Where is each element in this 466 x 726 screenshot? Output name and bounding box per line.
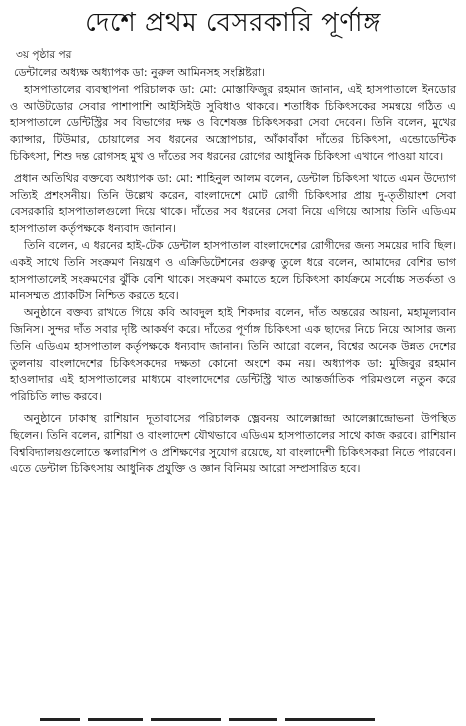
- paragraph-5: অনুষ্ঠানে বক্তব্য রাখতে গিয়ে কবি আবদুল হাই শিকদার বলেন, দাঁত অন্তরের আয়না, মহামূল্যবান জিনিস। সুন্দর দাঁত সবার দৃষ্টি আকর্ষণ করে। দাঁতের পূর্ণাঙ্গ চিকিৎসা এক ছাদের নিচে নিয়ে আসার জন্য তিনি এডিএম হাসপাতাল কর্তৃপক্ষকে ধন্যবাদ জানান। তিনি আরো বলেন, বিশ্বের অনেক উন্নত দেশের তুলনায় বাংলাদেশের চিকিৎসকদের দক্ষতা কোনো অংশে কম নয়। অধ্যাপক ডা: মুজিবুর রহমান হাওলাদার এই হাসপাতালের মাধ্যমে বাংলাদেশের ডেন্টিস্ট্রি খাত আন্তর্জাতিক পরিমণ্ডলে নতুন করে পরিচিতি লাভ করবে।: [10, 306, 456, 404]
- cropped-next-headline-fragment: [40, 718, 430, 726]
- paragraph-3: প্রধান অতিথির বক্তব্যে অধ্যাপক ডা: মো: শাহিনুল আলম বলেন, ডেন্টাল চিকিৎসা খাতে এমন উদ্যোগ সত্যিই প্রশংসনীয়। তিনি উল্লেখ করেন, বাংলাদেশে মোট রোগী চিকিৎসার প্রায় দু-তৃতীয়াংশ সেবা বেসরকারি হাসপাতালগুলো দিয়ে থাকে। দাঁতের সব ধরনের সেবা নিয়ে এগিয়ে আসায় তিনি এডিএম হাসপাতাল কর্তৃপক্ষকে ধন্যবাদ জানান।: [10, 171, 456, 236]
- headline: দেশে প্রথম বেসরকারি পূর্ণাঙ্গ: [85, 8, 381, 38]
- paragraph-4: তিনি বলেন, এ ধরনের হাই-টেক ডেন্টাল হাসপাতাল বাংলাদেশের রোগীদের জন্য সময়ের দাবি ছিল। একই সাথে তিনি সংক্রমণ নিয়ন্ত্রণ ও এক্রিডিটেশনের গুরুত্ব তুলে ধরে বলেন, আমাদের বেশির ভাগ হাসপাতালেই সংক্রমণের ঝুঁকি বেশি থাকে। সংক্রমণ কমাতে হলে চিকিৎসা কার্যক্রমে সর্বোচ্চ সতর্কতা ও মানসম্মত প্র্যাকটিস নিশ্চিত করতে হবে।: [10, 238, 456, 303]
- paragraph-1: ডেন্টালের অধ্যক্ষ অধ্যাপক ডা: নুরুল আমিনসহ সংশ্লিষ্টরা।: [14, 66, 266, 79]
- paragraph-2: হাসপাতালের ব্যবস্থাপনা পরিচালক ডা: মো: মোস্তাফিজুর রহমান জানান, এই হাসপাতালে ইনডোর ও আউটডোর সেবার পাশাপাশি আইসিইউ সুবিধাও থাকবে। শতাধিক চিকিৎসকের সমন্বয়ে গঠিত এ হাসপাতালে ডেন্টিস্ট্রির সব বিভাগের দক্ষ ও বিশেষজ্ঞ চিকিৎসকরা সেবা দেবেন। তিনি বলেন, মুখের ক্যান্সার, টিউমার, চোয়ালের সব ধরনের অস্ত্রোপচার, আঁকাবাঁকা দাঁতের চিকিৎসা, এন্ডোডেন্টিক চিকিৎসা, শিশু দন্ত রোগসহ মুখ ও দাঁতের সব ধরনের রোগের আধুনিক চিকিৎসা এখানে পাওয়া যাবে।: [10, 82, 456, 163]
- paragraph-6: অনুষ্ঠানে ঢাকাস্থ রাশিয়ান দূতাবাসের পরিচালক ভ্লেবনয় আলেক্সান্দ্রা আলেক্সান্দ্রোভনা উপস্থিত ছিলেন। তিনি বলেন, রাশিয়া ও বাংলাদেশ যৌথভাবে এডিএম হাসপাতালের সাথে কাজ করবে। রাশিয়ান বিশ্ববিদ্যালয়গুলোতে স্কলারশিপ ও প্রশিক্ষণের সুযোগ রয়েছে, যা বাংলাদেশী চিকিৎসকরা নিতে পারবেন। এতে ডেন্টাল চিকিৎসায় আধুনিক প্রযুক্তি ও জ্ঞান বিনিময় আরো সম্প্রসারিত হবে।: [10, 411, 456, 476]
- continued-from-label: ৩য় পৃষ্ঠার পর: [16, 49, 72, 61]
